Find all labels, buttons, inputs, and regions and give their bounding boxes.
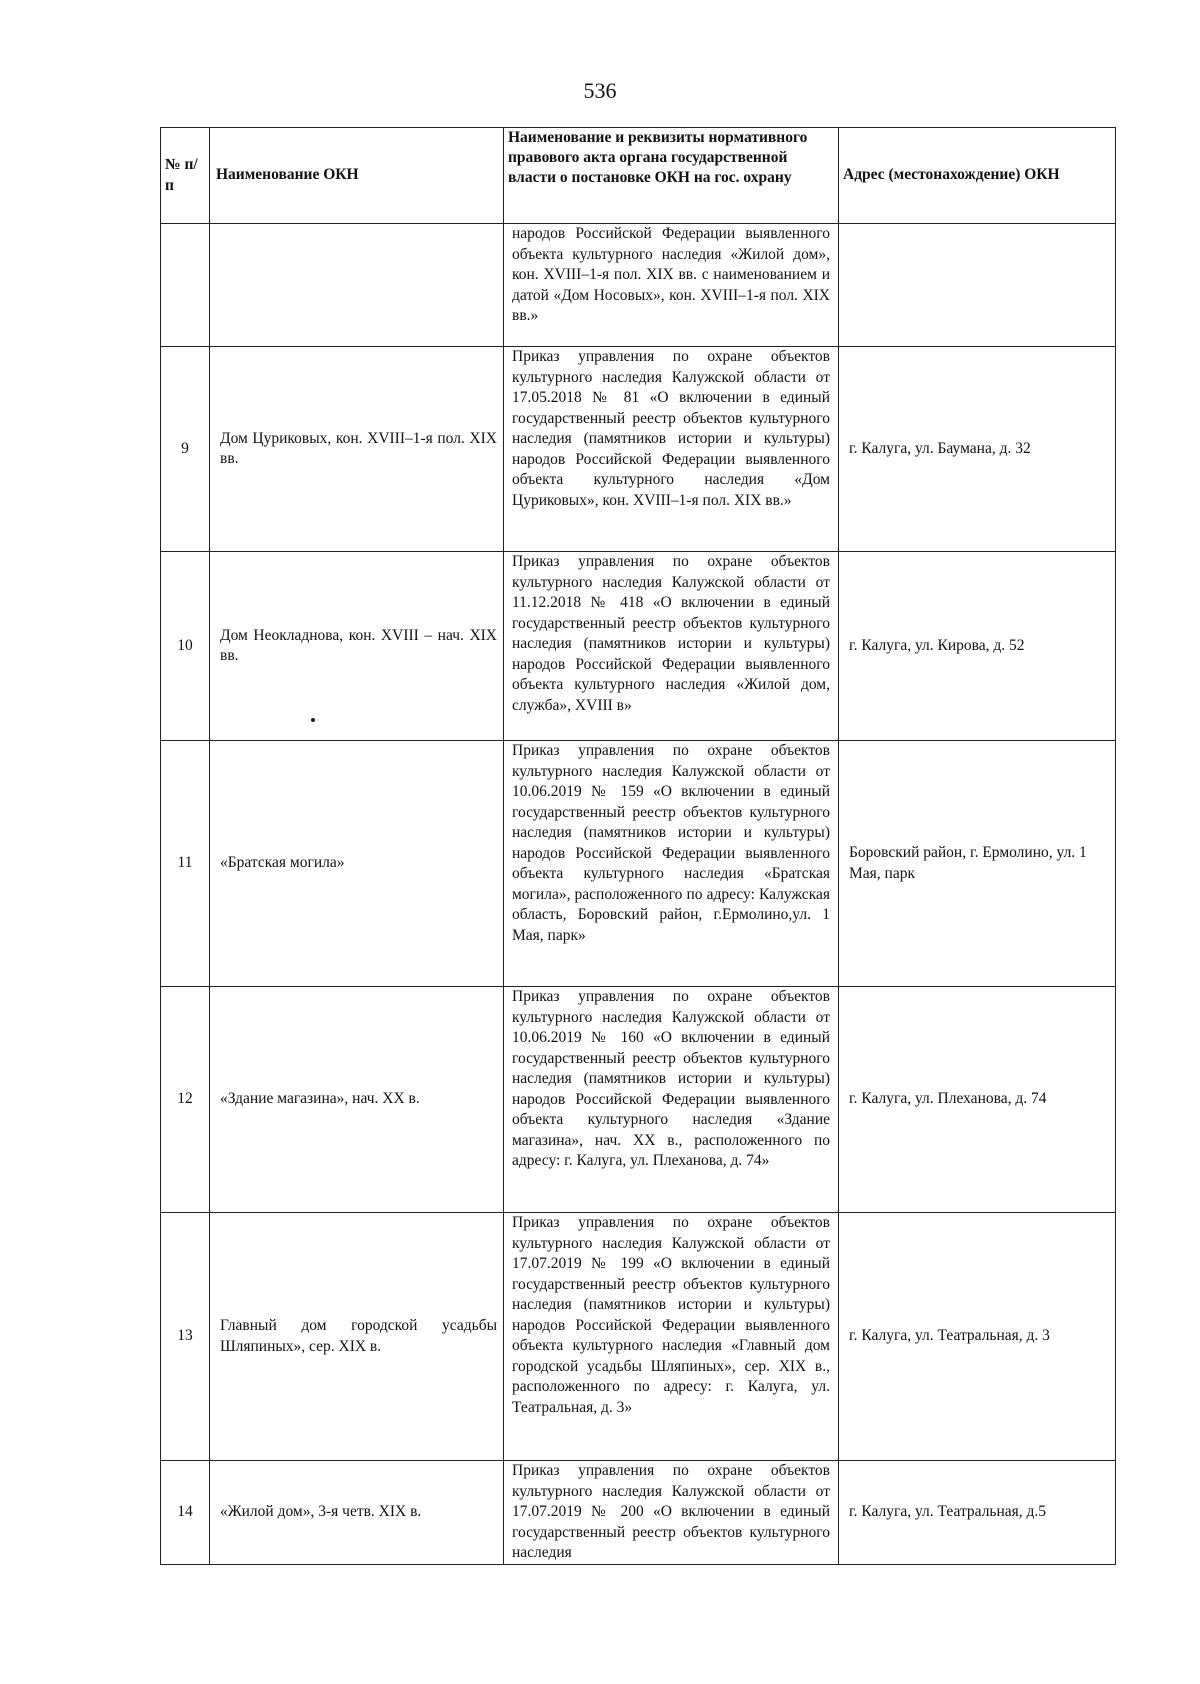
table-row bbox=[161, 224, 1116, 347]
row-number: 13 bbox=[161, 1213, 210, 1461]
row-number: 11 bbox=[161, 741, 210, 987]
okn-address bbox=[839, 224, 1116, 347]
table-row bbox=[161, 1213, 1116, 1461]
row-number: 14 bbox=[161, 1461, 210, 1565]
legal-act: Приказ управления по охране объектов культурного наследия Калужской области от 17.05.2018 № 81 «О включении в единый государственный реестр объектов культурного наследия (памятников истории и культуры) народов Российской Федерации выявленного объекта культурного наследия «Дом Цуриковых», кон. XVIII–1-я пол. XIX вв.» bbox=[504, 347, 839, 552]
okn-address: г. Калуга, ул. Театральная, д. 3 bbox=[839, 1213, 1116, 1461]
okn-name: «Братская могила» bbox=[210, 741, 504, 987]
table-row bbox=[161, 347, 1116, 552]
header-address: Адрес (местонахождение) ОКН bbox=[839, 128, 1116, 224]
table-row bbox=[161, 552, 1116, 741]
header-act: Наименование и реквизиты нормативного правового акта органа государственной власти о постановке ОКН на гос. охрану bbox=[504, 128, 839, 224]
legal-act: Приказ управления по охране объектов культурного наследия Калужской области от 10.06.2019 № 159 «О включении в единый государственный реестр объектов культурного наследия (памятников истории и культуры) народов Российской Федерации выявленного объекта культурного наследия «Братская могила», расположенного по адресу: Калужская область, Боровский район, г.Ермолино,ул. 1 Мая, парк» bbox=[504, 741, 839, 987]
okn-name: Дом Цуриковых, кон. XVIII–1-я пол. XIX вв. bbox=[210, 347, 504, 552]
okn-name: «Здание магазина», нач. XX в. bbox=[210, 987, 504, 1213]
row-number bbox=[161, 224, 210, 347]
legal-act: Приказ управления по охране объектов культурного наследия Калужской области от 17.07.2019 № 199 «О включении в единый государственный реестр объектов культурного наследия (памятников истории и культуры) народов Российской Федерации выявленного объекта культурного наследия «Главный дом городской усадьбы Шляпиных», сер. XIX в., расположенного по адресу: г. Калуга, ул. Театральная, д. 3» bbox=[504, 1213, 839, 1461]
legal-act: Приказ управления по охране объектов культурного наследия Калужской области от 10.06.2019 № 160 «О включении в единый государственный реестр объектов культурного наследия (памятников истории и культуры) народов Российской Федерации выявленного объекта культурного наследия «Здание магазина», нач. XX в., расположенного по адресу: г. Калуга, ул. Плеханова, д. 74» bbox=[504, 987, 839, 1213]
table-row bbox=[161, 1461, 1116, 1565]
table-row bbox=[161, 741, 1116, 987]
okn-name: Дом Неокладнова, кон. XVIII – нач. XIX вв. bbox=[210, 552, 504, 741]
okn-address: г. Калуга, ул. Театральная, д.5 bbox=[839, 1461, 1116, 1565]
okn-table bbox=[160, 127, 1116, 1565]
row-number: 12 bbox=[161, 987, 210, 1213]
page-number: 536 bbox=[583, 78, 617, 103]
table-header-row bbox=[161, 128, 1116, 224]
legal-act: Приказ управления по охране объектов культурного наследия Калужской области от 11.12.2018 № 418 «О включении в единый государственный реестр объектов культурного наследия (памятников истории и культуры) народов Российской Федерации выявленного объекта культурного наследия «Жилой дом, служба», XVIII в» bbox=[504, 552, 839, 741]
row-number: 9 bbox=[161, 347, 210, 552]
table-row bbox=[161, 987, 1116, 1213]
okn-name: Главный дом городской усадьбы Шляпиных», сер. XIX в. bbox=[210, 1213, 504, 1461]
okn-address: Боровский район, г. Ермолино, ул. 1 Мая, парк bbox=[839, 741, 1116, 987]
header-name: Наименование ОКН bbox=[210, 128, 504, 224]
row-number: 10 bbox=[161, 552, 210, 741]
okn-address: г. Калуга, ул. Кирова, д. 52 bbox=[839, 552, 1116, 741]
okn-address: г. Калуга, ул. Баумана, д. 32 bbox=[839, 347, 1116, 552]
okn-address: г. Калуга, ул. Плеханова, д. 74 bbox=[839, 987, 1116, 1213]
scan-speck bbox=[311, 718, 315, 722]
legal-act: народов Российской Федерации выявленного объекта культурного наследия «Жилой дом», кон. XVIII–1-я пол. XIX вв. с наименованием и датой «Дом Носовых», кон. XVIII–1-я пол. XIX вв.» bbox=[504, 224, 839, 347]
header-num: № п/п bbox=[161, 128, 210, 224]
okn-name: «Жилой дом», 3-я четв. XIX в. bbox=[210, 1461, 504, 1565]
legal-act: Приказ управления по охране объектов культурного наследия Калужской области от 17.07.2019 № 200 «О включении в единый государственный реестр объектов культурного наследия bbox=[504, 1461, 839, 1565]
okn-name bbox=[210, 224, 504, 347]
